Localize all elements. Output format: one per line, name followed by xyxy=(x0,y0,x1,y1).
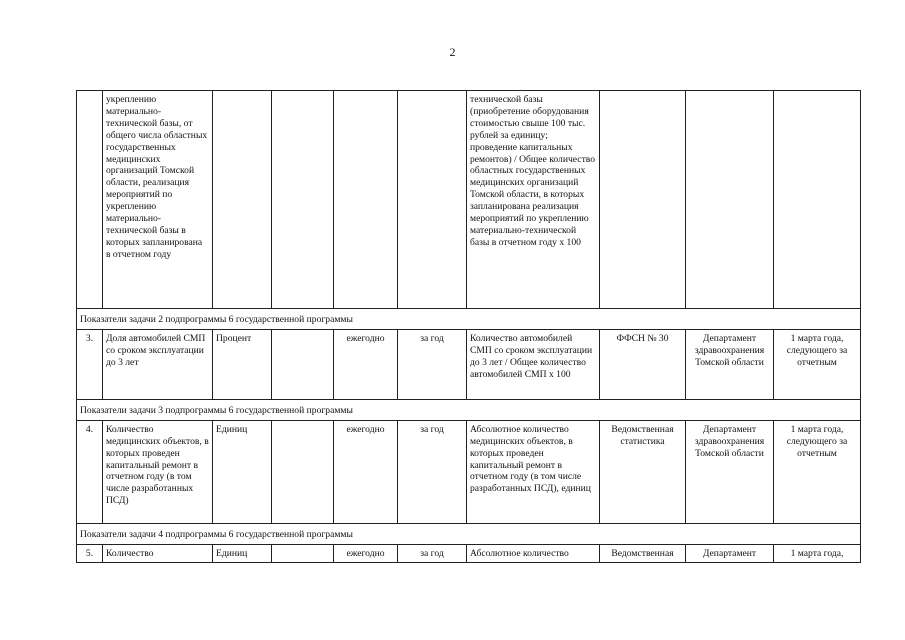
cell-frequency: ежегодно xyxy=(334,420,398,523)
cell-formula: технической базы (приобретение оборудования стоимостью свыше 100 тыс. рублей за единицу; проведение капитальных ремонтов) / Общее количество областных государственных медицинских организаций Томской области, в которых запланирована реализация мероприятий по укреплению материально-технической базы в отчетном году x 100 xyxy=(467,91,600,309)
table-row xyxy=(77,329,861,399)
cell-name: Количество xyxy=(103,544,213,562)
cell-deadline: 1 марта года, xyxy=(774,544,861,562)
cell-responsible: Департамент здравоохранения Томской области xyxy=(686,420,774,523)
page-number: 2 xyxy=(449,45,456,59)
table-row xyxy=(77,544,861,562)
section-header: Показатели задачи 3 подпрограммы 6 государственной программы xyxy=(77,399,861,420)
cell-num: 5. xyxy=(77,544,103,562)
cell-name: укреплению материально-технической базы, от общего числа областных государственных медицинских организаций Томской области, реализация мероприятий по укреплению материально-технической базы в которых запланирована в отчетном году xyxy=(103,91,213,309)
cell-unit xyxy=(213,91,272,309)
cell-period: за год xyxy=(398,544,467,562)
cell-frequency: ежегодно xyxy=(334,544,398,562)
indicators-table xyxy=(76,90,861,563)
cell-unit: Процент xyxy=(213,329,272,399)
section-header-row xyxy=(77,399,861,420)
cell-responsible: Департамент xyxy=(686,544,774,562)
cell-formula: Количество автомобилей СМП со сроком эксплуатации до 3 лет / Общее количество автомобилей СМП x 100 xyxy=(467,329,600,399)
section-header-row xyxy=(77,523,861,544)
cell-direction xyxy=(272,329,334,399)
cell-frequency: ежегодно xyxy=(334,329,398,399)
table-row-continuation xyxy=(77,91,861,309)
cell-deadline: 1 марта года, следующего за отчетным xyxy=(774,420,861,523)
cell-deadline xyxy=(774,91,861,309)
section-header: Показатели задачи 4 подпрограммы 6 государственной программы xyxy=(77,523,861,544)
section-header: Показатели задачи 2 подпрограммы 6 государственной программы xyxy=(77,309,861,330)
cell-source: Ведомственная статистика xyxy=(600,420,686,523)
cell-deadline: 1 марта года, следующего за отчетным xyxy=(774,329,861,399)
cell-unit: Единиц xyxy=(213,420,272,523)
cell-direction xyxy=(272,91,334,309)
cell-name: Количество медицинских объектов, в которых проведен капитальный ремонт в отчетном году (в том числе разработанных ПСД) xyxy=(103,420,213,523)
table-row xyxy=(77,420,861,523)
cell-formula: Абсолютное количество медицинских объектов, в которых проведен капитальный ремонт в отчетном году (в том числе разработанных ПСД), единиц xyxy=(467,420,600,523)
cell-period: за год xyxy=(398,420,467,523)
cell-name: Доля автомобилей СМП со сроком эксплуатации до 3 лет xyxy=(103,329,213,399)
cell-source: ФФСН № 30 xyxy=(600,329,686,399)
cell-num: 3. xyxy=(77,329,103,399)
cell-source xyxy=(600,91,686,309)
cell-responsible xyxy=(686,91,774,309)
cell-num xyxy=(77,91,103,309)
cell-responsible: Департамент здравоохранения Томской области xyxy=(686,329,774,399)
cell-unit: Единиц xyxy=(213,544,272,562)
cell-frequency xyxy=(334,91,398,309)
cell-source: Ведомственная xyxy=(600,544,686,562)
section-header-row xyxy=(77,309,861,330)
cell-period: за год xyxy=(398,329,467,399)
cell-period xyxy=(398,91,467,309)
cell-direction xyxy=(272,544,334,562)
cell-num: 4. xyxy=(77,420,103,523)
cell-direction xyxy=(272,420,334,523)
cell-formula: Абсолютное количество xyxy=(467,544,600,562)
